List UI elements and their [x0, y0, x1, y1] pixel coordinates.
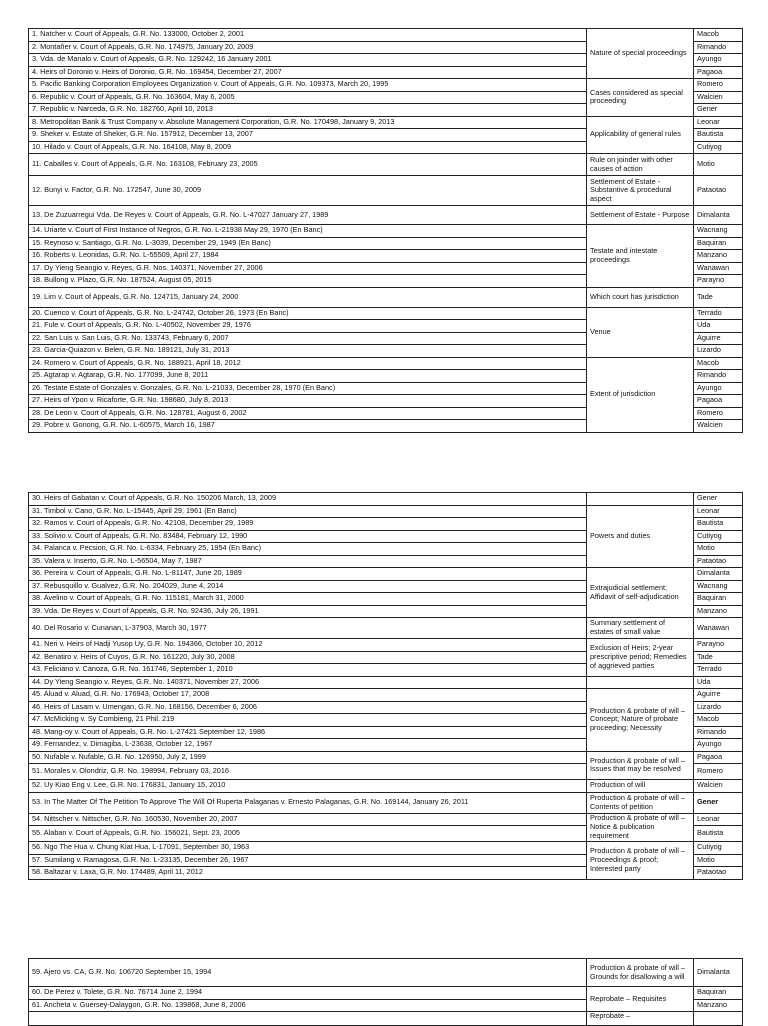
case-cell: 9. Sheker v. Estate of Sheker, G.R. No. 157912, December 13, 2007: [29, 129, 587, 142]
table-row: [29, 154, 743, 176]
table-row: [29, 618, 743, 639]
name-cell: Gener: [694, 104, 743, 117]
table-row: [29, 307, 743, 320]
name-cell: Motio: [694, 854, 743, 867]
name-cell: Cutiyog: [694, 141, 743, 154]
name-cell: Wanawan: [694, 262, 743, 275]
case-cell: 41. Neri v. Heirs of Hadji Yusop Uy, G.R. No. 194366, October 10, 2012: [29, 639, 587, 652]
name-cell: Baquiran: [694, 237, 743, 250]
topic-cell: Production & probate of will – Proceedings & proof; Interested party: [587, 842, 694, 880]
case-cell: 42. Benatiro v. Heirs of Cuyos, G.R. No. 161220, July 30, 2008: [29, 651, 587, 664]
name-cell: Romero: [694, 407, 743, 420]
table-row: [29, 689, 743, 702]
name-cell: Baquiran: [694, 987, 743, 1000]
name-cell: Manzano: [694, 999, 743, 1012]
cases-table-2: [28, 492, 743, 880]
case-cell: 43. Feliciano v. Canoza, G.R. No. 161746, September 1, 2010: [29, 664, 587, 677]
name-cell: Rimando: [694, 370, 743, 383]
case-cell: 44. Dy Yieng Seangio v. Reyes, G.R. No. 140371, November 27, 2006: [29, 676, 587, 689]
case-cell: 50. Nufable v. Nufable, G.R. No. 126950, July 2, 1999: [29, 751, 587, 764]
table-row: [29, 751, 743, 764]
case-cell: 54. Nittscher v. Nittscher, G.R. No. 160530, November 20, 2007: [29, 813, 587, 826]
name-cell: Walcien: [694, 91, 743, 104]
topic-cell: Reprobate –: [587, 1012, 694, 1026]
name-cell: Bautista: [694, 826, 743, 842]
name-cell: Dimalanta: [694, 959, 743, 987]
case-cell: 35. Valera v. Inserto, G.R. No. L-56504, May 7, 1987: [29, 555, 587, 568]
case-cell: 11. Caballes v. Court of Appeals, G.R. No. 163108, February 23, 2005: [29, 154, 587, 176]
case-cell: 15. Reynoso v. Santiago, G.R. No. L-3039, December 29, 1949 (En Banc): [29, 237, 587, 250]
name-cell: Lizardo: [694, 701, 743, 714]
name-cell: Cutiyog: [694, 842, 743, 855]
table-row: [29, 792, 743, 813]
case-cell: 48. Mang-oy v. Court of Appeals, G.R. No. L-27421 September 12, 1986: [29, 726, 587, 739]
case-cell: 39. Vda. De Reyes v. Court of Appeals, G.R. No. 92436, July 26, 1991: [29, 605, 587, 618]
topic-cell: Extrajudicial settlement; Affidavit of self-adjudication: [587, 568, 694, 618]
case-cell: 53. In The Matter Of The Petition To Approve The Will Of Ruperta Palaganas v. Ernesto Palaganas, G.R. No. 169144, January 26, 2011: [29, 792, 587, 813]
case-cell: 40. Del Rosario v. Cunanan, L-37903, March 30, 1977: [29, 618, 587, 639]
case-cell: 52. Uy Kiao Eng v. Lee, G.R. No. 176831, January 15, 2010: [29, 780, 587, 793]
case-cell: 56. Ngo The Hua v. Chung Kiat Hua, L-17091, September 30, 1963: [29, 842, 587, 855]
name-cell: Wanawan: [694, 618, 743, 639]
case-cell: 8. Metropolitan Bank & Trust Company v. Absolute Management Corporation, G.R. No. 170498, January 9, 2013: [29, 116, 587, 129]
name-cell: Leonar: [694, 505, 743, 518]
name-cell: Bautista: [694, 518, 743, 531]
case-cell: 45. Aluad v. Aluad, G.R. No. 176943, October 17, 2008: [29, 689, 587, 702]
case-cell: 7. Republic v. Narceda, G.R. No. 182760, April 10, 2013: [29, 104, 587, 117]
name-cell: Dimalanta: [694, 206, 743, 225]
name-cell: Pataotao: [694, 867, 743, 880]
table-row: [29, 505, 743, 518]
name-cell: Walcien: [694, 420, 743, 433]
name-cell: Gener: [694, 493, 743, 506]
case-cell: 13. De Zuzuarregui Vda. De Reyes v. Court of Appeals, G.R. No. L-47027 January 27, 1989: [29, 206, 587, 225]
topic-cell: Production of will: [587, 780, 694, 793]
case-cell: 17. Dy Yieng Seangio v. Reyes, G.R. Nos. 140371, November 27, 2006: [29, 262, 587, 275]
topic-cell: Nature of special proceedings: [587, 29, 694, 79]
case-cell: 59. Ajero vs. CA, G.R. No. 106720 September 15, 1994: [29, 959, 587, 987]
topic-cell: Extent of jurisdiction: [587, 357, 694, 432]
case-cell: 2. Montañer v. Court of Appeals, G.R. No. 174975, January 20, 2009: [29, 41, 587, 54]
name-cell: Romero: [694, 79, 743, 92]
topic-cell: Reprobate – Requisites: [587, 987, 694, 1012]
name-cell: Leonar: [694, 116, 743, 129]
name-cell: Pataotao: [694, 555, 743, 568]
topic-cell: Production & probate of will – Notice & publication requirement: [587, 813, 694, 842]
case-cell: 30. Heirs of Gabatan v. Court of Appeals, G.R. No. 150206 March, 13, 2009: [29, 493, 587, 506]
name-cell: Pataotao: [694, 176, 743, 206]
name-cell: Terrado: [694, 664, 743, 677]
name-cell: Gener: [694, 792, 743, 813]
case-cell: 12. Bunyi v. Factor, G.R. No. 172547, June 30, 2009: [29, 176, 587, 206]
table-row: [29, 225, 743, 238]
name-cell: Uda: [694, 676, 743, 689]
case-cell: [29, 1012, 587, 1026]
topic-cell: Applicability of general rules: [587, 116, 694, 154]
case-cell: 28. De Leon v. Court of Appeals, G.R. No. 128781, August 6, 2002: [29, 407, 587, 420]
case-cell: 24. Romero v. Court of Appeals, G.R. No. 188921, April 18, 2012: [29, 357, 587, 370]
case-cell: 1. Natcher v. Court of Appeals, G.R. No. 133000, October 2, 2001: [29, 29, 587, 42]
topic-cell: Production & probate of will – Issues that may be resolved: [587, 751, 694, 780]
table-row: [29, 176, 743, 206]
table-row: [29, 639, 743, 652]
name-cell: Walcien: [694, 780, 743, 793]
name-cell: [694, 1012, 743, 1026]
name-cell: Uda: [694, 320, 743, 333]
case-cell: 18. Bullong v. Plazo, G.R. No. 187524, August 05, 2015: [29, 275, 587, 288]
case-cell: 14. Uriarte v. Court of First Instance of Negros, G.R. No. L-21938 May 29, 1970 (En Banc): [29, 225, 587, 238]
case-cell: 31. Timbol v. Cano, G.R. No. L-15445, April 29, 1961 (En Banc): [29, 505, 587, 518]
topic-cell: Which court has jurisdiction: [587, 287, 694, 307]
name-cell: Lizardo: [694, 345, 743, 358]
name-cell: Parayno: [694, 639, 743, 652]
name-cell: Aguirre: [694, 689, 743, 702]
name-cell: Ayungo: [694, 54, 743, 67]
case-cell: 4. Heirs of Doronio v. Heirs of Doronio, G.R. No. 169454, December 27, 2007: [29, 66, 587, 79]
case-cell: 38. Avelino v. Court of Appeals, G.R. No. 115181, March 31, 2000: [29, 593, 587, 606]
table-row: [29, 29, 743, 42]
name-cell: Motio: [694, 543, 743, 556]
name-cell: Dimalanta: [694, 568, 743, 581]
case-cell: 47. McMicking v. Sy Combieng, 21 Phil. 219: [29, 714, 587, 727]
name-cell: Wacnang: [694, 580, 743, 593]
case-cell: 57. Sumilang v. Ramagosa, G.R. No. L-23135, December 26, 1967: [29, 854, 587, 867]
name-cell: Macob: [694, 357, 743, 370]
case-cell: 58. Baltazar v. Laxa, G.R. No. 174489, April 11, 2012: [29, 867, 587, 880]
table-row: [29, 1012, 743, 1026]
topic-cell: Powers and duties: [587, 505, 694, 568]
name-cell: Baquiran: [694, 593, 743, 606]
name-cell: Pagaoa: [694, 66, 743, 79]
topic-cell: Venue: [587, 307, 694, 357]
name-cell: Pagaoa: [694, 751, 743, 764]
case-cell: 20. Cuenco v. Court of Appeals, G.R. No. L-24742, October 26, 1973 (En Banc): [29, 307, 587, 320]
case-cell: 61. Ancheta v. Guersey-Dalaygon, G.R. No. 139868, June 8, 2006: [29, 999, 587, 1012]
name-cell: Pagaoa: [694, 395, 743, 408]
name-cell: Manzano: [694, 250, 743, 263]
table-row: [29, 287, 743, 307]
topic-cell: Rule on joinder with other causes of action: [587, 154, 694, 176]
name-cell: Wacnang: [694, 225, 743, 238]
table-row: [29, 676, 743, 689]
case-cell: 23. Garcia-Quiazon v. Belen, G.R. No. 189121, July 31, 2013: [29, 345, 587, 358]
table-row: [29, 780, 743, 793]
name-cell: Rimando: [694, 726, 743, 739]
case-cell: 32. Ramos v. Court of Appeals, G.R. No. 42108, December 29, 1989: [29, 518, 587, 531]
table-row: [29, 987, 743, 1000]
table-row: [29, 79, 743, 92]
case-cell: 46. Heirs of Lasam v. Umengan, G.R. No. 168156, December 6, 2006: [29, 701, 587, 714]
name-cell: Manzano: [694, 605, 743, 618]
case-cell: 5. Pacific Banking Corporation Employees Organization v. Court of Appeals, G.R. No. 109373, March 20, 1995: [29, 79, 587, 92]
case-cell: 51. Morales v. Olondriz, G.R. No. 198994, February 03, 2016: [29, 764, 587, 780]
case-cell: 26. Testate Estate of Gonzales v. Gonzales, G.R. No. L-21033, December 28, 1970 (En Banc): [29, 382, 587, 395]
name-cell: Ayungo: [694, 382, 743, 395]
name-cell: Tade: [694, 651, 743, 664]
topic-cell: Settlement of Estate - Purpose: [587, 206, 694, 225]
name-cell: Leonar: [694, 813, 743, 826]
table-row: [29, 493, 743, 506]
case-cell: 19. Lim v. Court of Appeals, G.R. No. 124715, January 24, 2000: [29, 287, 587, 307]
case-cell: 27. Heirs of Ypon v. Ricaforte, G.R. No. 198680, July 8, 2013: [29, 395, 587, 408]
topic-cell: Cases considered as special proceeding: [587, 79, 694, 117]
case-cell: 37. Rebusquillo v. Gualvez, G.R. No. 204029, June 4, 2014: [29, 580, 587, 593]
name-cell: Romero: [694, 764, 743, 780]
name-cell: Ayungo: [694, 739, 743, 752]
case-cell: 34. Palanca v. Pecsion, G.R. No. L-6334, February 25, 1954 (En Banc): [29, 543, 587, 556]
case-cell: 21. Fule v. Court of Appeals, G.R. No. L-40502, November 29, 1976: [29, 320, 587, 333]
topic-cell: Production & probate of will – Grounds for disallowing a will: [587, 959, 694, 987]
case-cell: 16. Roberts v. Leonidas, G.R. No. L-55509, April 27, 1984: [29, 250, 587, 263]
case-cell: 60. De Perez v. Tolete, G.R. No. 76714 June 2, 1994: [29, 987, 587, 1000]
name-cell: Cutiyog: [694, 530, 743, 543]
case-cell: 49. Fernandez, v. Dimagiba, L-23638, October 12, 1967: [29, 739, 587, 752]
name-cell: Bautista: [694, 129, 743, 142]
table-row: [29, 842, 743, 855]
table-row: [29, 568, 743, 581]
topic-cell: Exclusion of Heirs; 2-year prescriptive period; Remedies of aggrieved parties: [587, 639, 694, 677]
case-cell: 29. Pobre v. Gonong, G.R. No. L-60575, March 16, 1987: [29, 420, 587, 433]
cases-table-3: [28, 958, 743, 1026]
name-cell: Macob: [694, 29, 743, 42]
topic-cell: Settlement of Estate - Substantive & procedural aspect: [587, 176, 694, 206]
case-cell: 6. Republic v. Court of Appeals, G.R. No. 163604, May 6, 2005: [29, 91, 587, 104]
name-cell: Parayno: [694, 275, 743, 288]
topic-cell: Summary settlement of estates of small value: [587, 618, 694, 639]
topic-cell: [587, 676, 694, 689]
table-row: [29, 813, 743, 826]
table-row: [29, 116, 743, 129]
name-cell: Rimando: [694, 41, 743, 54]
name-cell: Tade: [694, 287, 743, 307]
name-cell: Terrado: [694, 307, 743, 320]
topic-cell: Production & probate of will – Concept; Nature of probate proceeding; Necessity: [587, 689, 694, 752]
topic-cell: [587, 493, 694, 506]
case-cell: 22. San Luis v. San Luis, G.R. No. 133743, February 6, 2007: [29, 332, 587, 345]
table-row: [29, 206, 743, 225]
case-cell: 3. Vda. de Manalo v. Court of Appeals, G.R. No. 129242, 16 January 2001: [29, 54, 587, 67]
topic-cell: Production & probate of will – Contents of petition: [587, 792, 694, 813]
case-cell: 25. Agtarap v. Agtarap, G.R. No. 177099, June 8, 2011: [29, 370, 587, 383]
case-cell: 55. Alaban v. Court of Appeals, G.R. No. 156021, Sept. 23, 2005: [29, 826, 587, 842]
case-cell: 10. Hilado v. Court of Appeals, G.R. No. 164108, May 8, 2009: [29, 141, 587, 154]
cases-table-1: [28, 28, 743, 433]
case-cell: 36. Pereira v. Court of Appeals, G.R. No. L-81147, June 20, 1989: [29, 568, 587, 581]
table-row: [29, 959, 743, 987]
topic-cell: Testate and intestate proceedings: [587, 225, 694, 288]
table-row: [29, 357, 743, 370]
name-cell: Macob: [694, 714, 743, 727]
name-cell: Aguirre: [694, 332, 743, 345]
name-cell: Motio: [694, 154, 743, 176]
case-cell: 33. Solivio v. Court of Appeals, G.R. No. 83484, February 12, 1990: [29, 530, 587, 543]
